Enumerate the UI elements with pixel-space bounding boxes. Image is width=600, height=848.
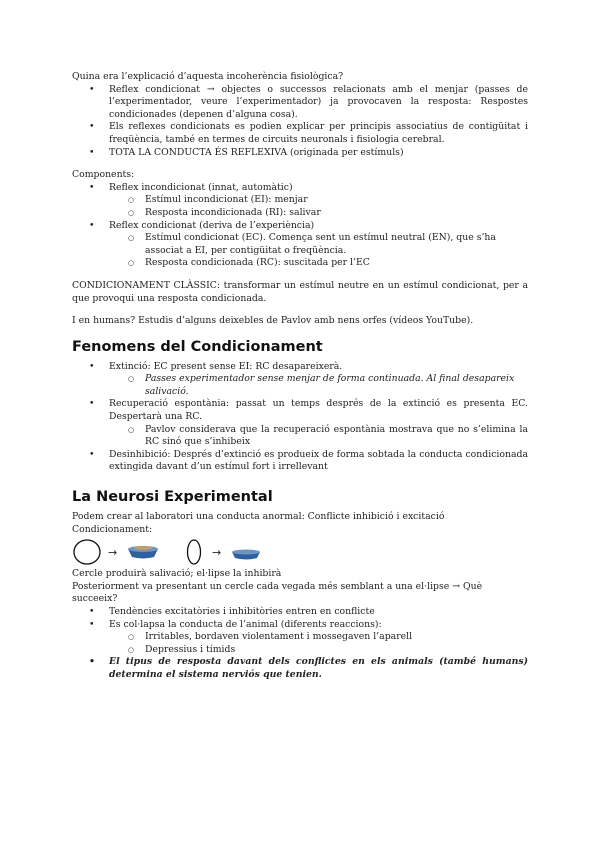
conditioning-diagram: [72, 538, 528, 566]
sub-list-item: ○ Irritables, bordaven violentament i mossegaven l’aparell: [72, 631, 528, 644]
sub-list: [109, 194, 528, 219]
intro-list: [72, 84, 528, 160]
food-bowl-icon: [128, 546, 158, 559]
list-item: [72, 182, 528, 220]
neurosi-list: [72, 606, 528, 682]
diagram-caption: Cercle produirà salivació; el·lipse la inhibirà: [72, 568, 282, 580]
arrow-icon: →: [108, 546, 118, 560]
diagram-svg: [72, 538, 272, 566]
neurosi-line2: Condicionament:: [72, 523, 153, 535]
sub-list-item: ○ Resposta condicionada (RC): suscitada per l’EC: [72, 257, 528, 270]
sub-list-item: ○ Pavlov considerava que la recuperació espontània mostrava que no s’elimina la RC sinó que s’inhibeix: [72, 424, 528, 449]
section-heading-neurosi: La Neurosi Experimental: [72, 489, 273, 506]
neurosi-line1: Podem crear al laboratori una conducta anormal: Conflicte inhibició i excitació: [72, 511, 445, 523]
list-item: [72, 361, 528, 399]
sub-list: [109, 631, 528, 656]
components-list: [72, 182, 528, 270]
list-item: [72, 398, 528, 448]
extincio-text: Extinció: EC present sense EI: RC desapareixerà.: [109, 360, 343, 372]
sub-list: [109, 373, 528, 398]
conclusion-item: • El tipus de resposta davant dels conflictes en els animals (també humans) determina el sistema nerviós que tenien.: [72, 656, 528, 681]
list-item-label: Es col·lapsa la conducta de l’animal (diferents reaccions):: [109, 618, 382, 630]
list-item: • Reflex condicionat → objectes o successos relacionats amb el menjar (passes de l’experimentador, veure l’experimentador) ja provocaven la resposta: Respostes condicionades (depenen d’alguna cosa).: [72, 84, 528, 122]
section-heading-fenomens: Fenomens del Condicionament: [72, 338, 323, 355]
fenomens-list: [72, 361, 528, 474]
document-page: [72, 71, 528, 682]
intro-question: Quina era l’explicació d’aquesta incoherència fisiològica?: [72, 71, 344, 82]
list-item: • Tendències excitatòries i inhibitòries entren en conflicte: [72, 606, 528, 619]
neurosi-line3: Posteriorment va presentant un cercle cada vegada més semblant a una el·lipse → Què succeeix?: [72, 580, 483, 605]
sub-list-item: ○ Passes experimentador sense menjar de forma continuada. Al final desapareix salivació.: [72, 373, 528, 398]
list-item: • Els reflexes condicionats es podien explicar per principis associatius de contigüitat i freqüència, també en termes de circuits neuronals i fisiologia cerebral.: [72, 121, 528, 146]
sub-list: [109, 232, 528, 270]
humans-paragraph: I en humans? Estudis d’alguns deixebles de Pavlov amb nens orfes (vídeos YouTube).: [72, 315, 474, 327]
list-item-label: Reflex incondicionat (innat, automàtic): [109, 181, 293, 193]
sub-list-item: ○ Depressius i tímids: [72, 644, 528, 657]
list-item: [72, 619, 528, 657]
sub-list: [109, 424, 528, 449]
circle-icon: [74, 540, 100, 564]
arrow-icon: →: [212, 546, 222, 560]
classic-definition: CONDICIONAMENT CLÀSSIC: transformar un estímul neutre en un estímul condicionat, per a que provoqui una resposta condicionada.: [72, 279, 528, 304]
sub-list-item: ○ Estímul incondicionat (EI): menjar: [72, 194, 528, 207]
list-item-label: Reflex condicionat (deriva de l’experiència): [109, 219, 315, 231]
list-item: • TOTA LA CONDUCTA ÉS REFLEXIVA (originada per estímuls): [72, 147, 528, 160]
list-item: [72, 220, 528, 270]
sub-list-item: ○ Estímul condicionat (EC). Comença sent un estímul neutral (EN), que s’ha associat a EI, per contigüitat o freqüència.: [72, 232, 528, 257]
bowl-icon: [232, 550, 260, 560]
components-title: Components:: [72, 169, 135, 181]
recuperacio-text: Recuperació espontània: passat un temps després de la extinció es presenta EC. Despertarà una RC.: [109, 398, 528, 423]
list-item: • Desinhibició: Després d’extinció es produeix de forma sobtada la conducta condicionada extingida davant d’un estímul fort i irrellevant: [72, 449, 528, 474]
sub-list-item: ○ Resposta incondicionada (RI): salivar: [72, 207, 528, 220]
ellipse-icon: [188, 540, 201, 564]
